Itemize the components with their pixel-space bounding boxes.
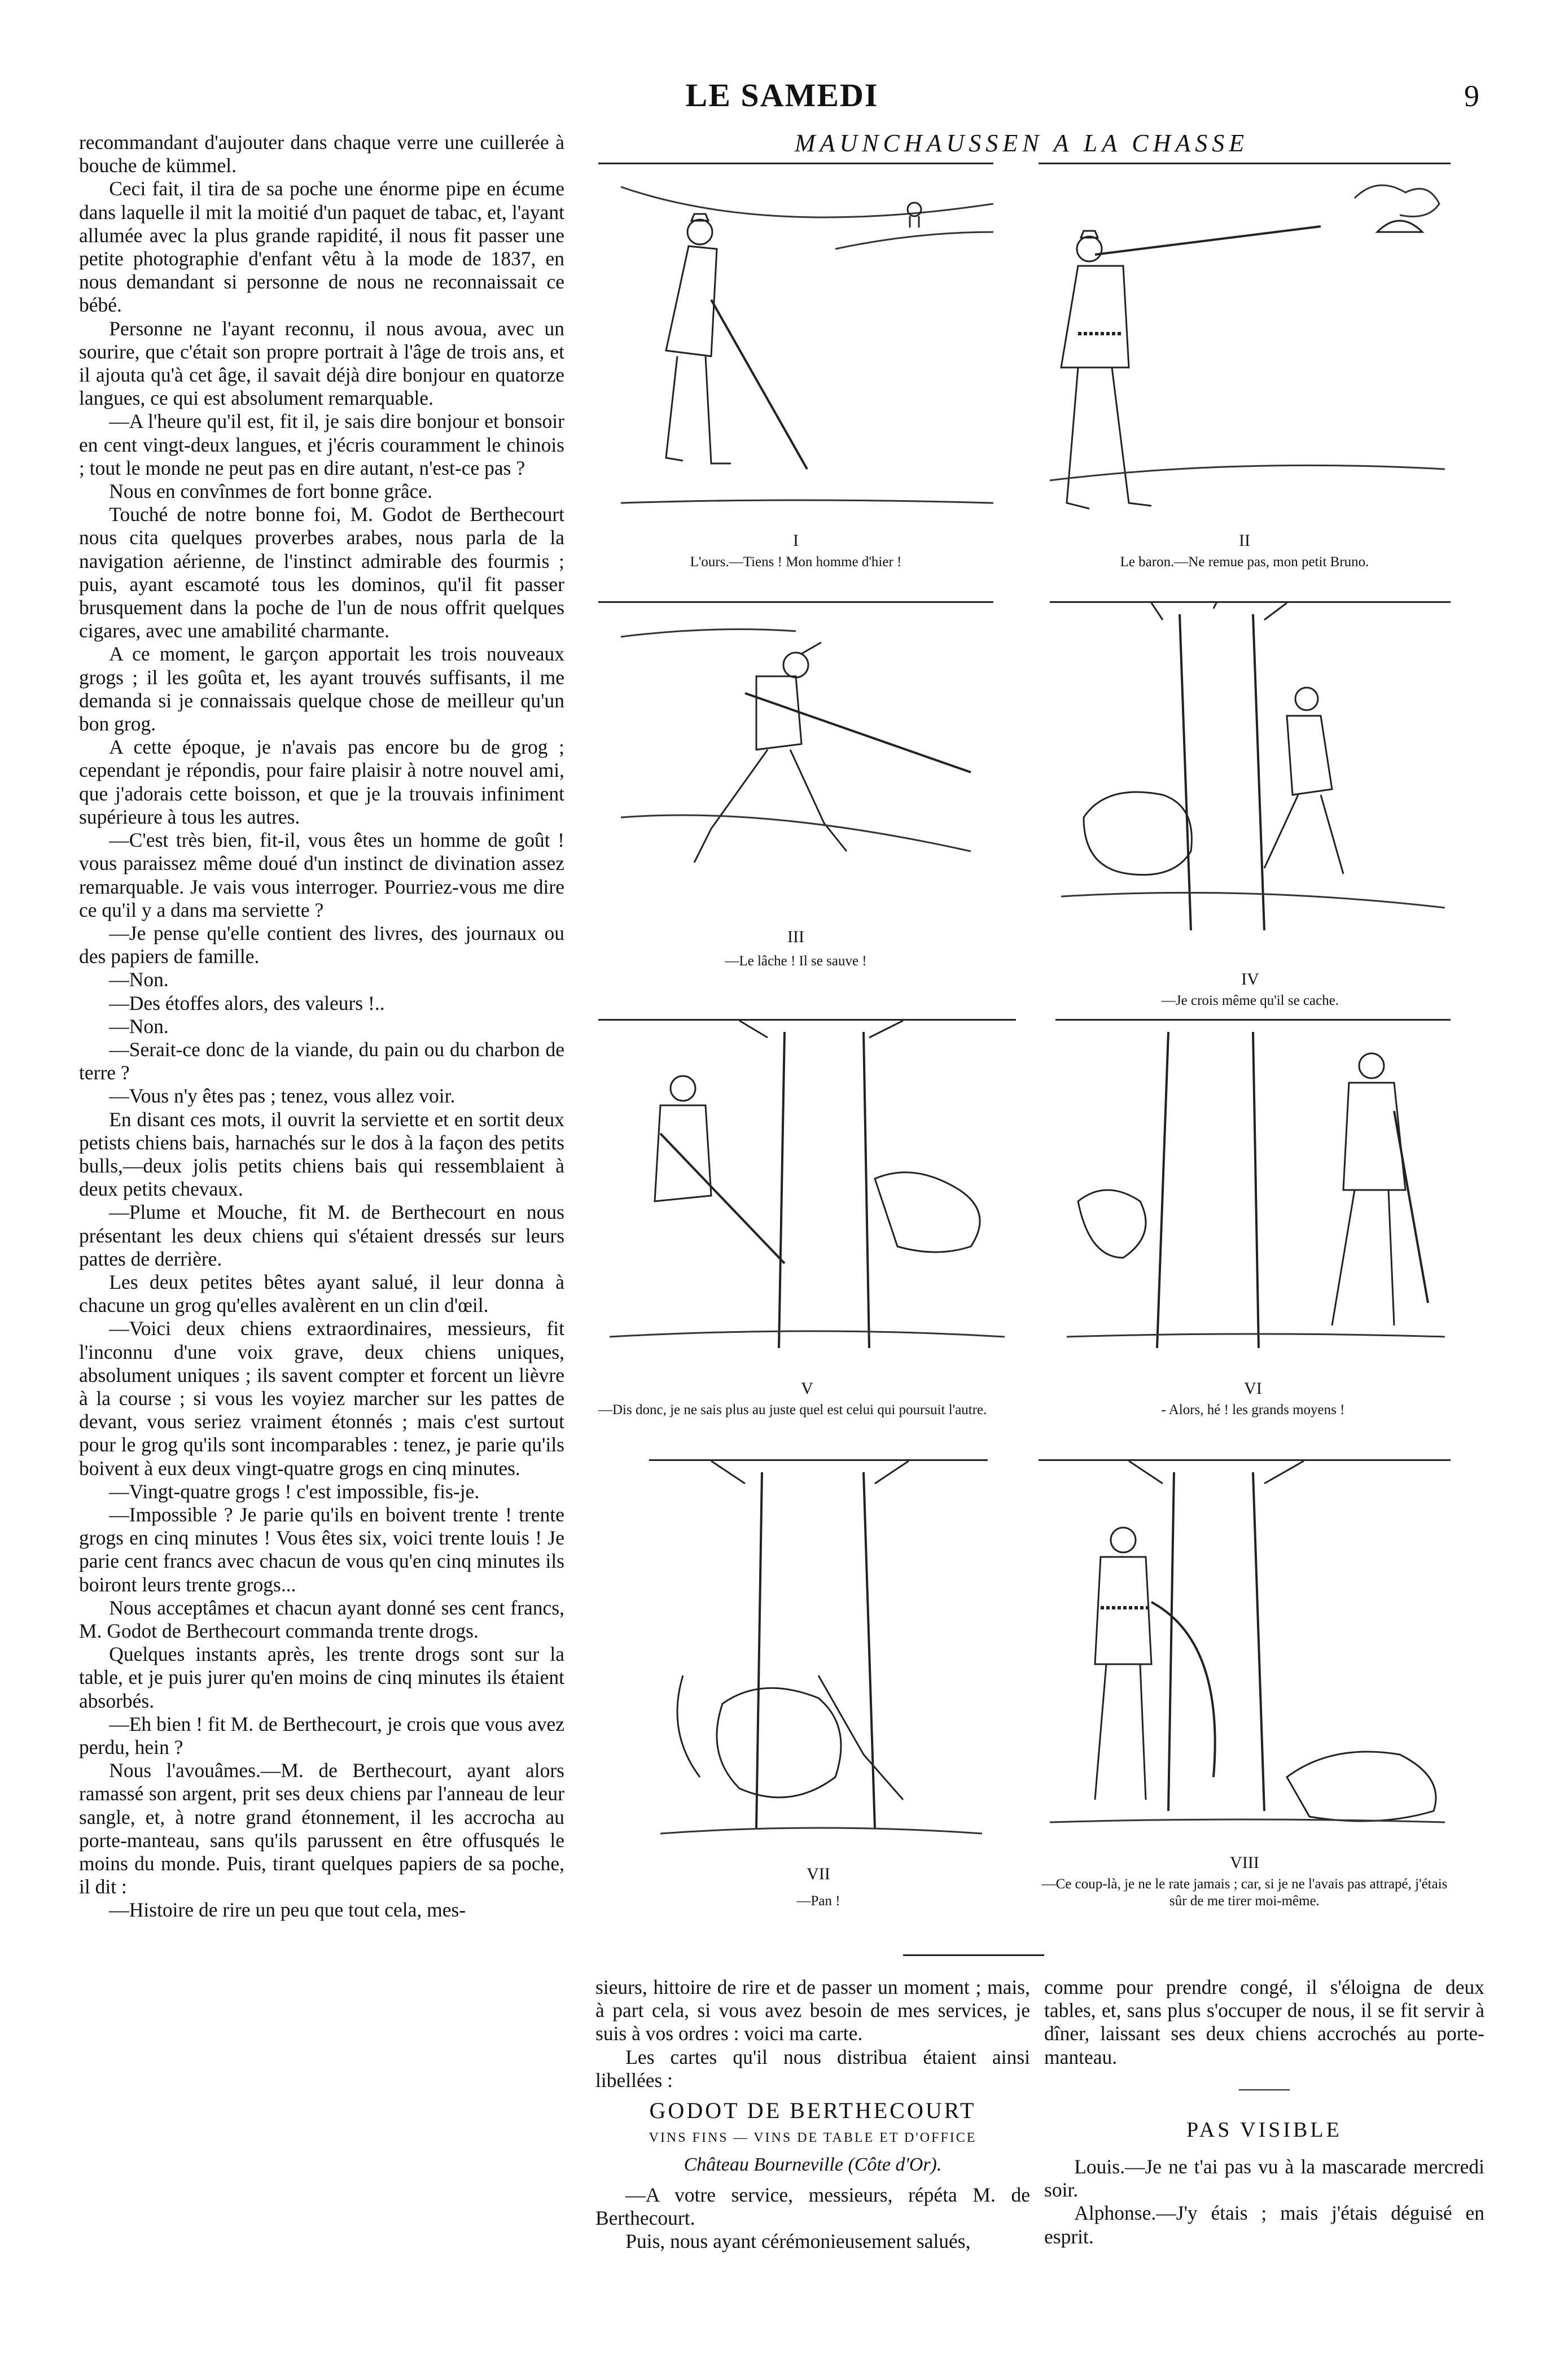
- hunter-and-bear-around-tree-drawing: [598, 1021, 1016, 1371]
- paragraph: —C'est très bien, fit-il, vous êtes un homme de goût ! vous paraissez même doué d'un instinct de divination assez remarquable. Je vais vous interroger. Pourriez-vous me dire ce qu'il y a dans ma serviette ?: [79, 829, 564, 921]
- comic-panel-4: [1050, 601, 1451, 1015]
- card-name: GODOT DE BERTHECOURT: [649, 2098, 976, 2124]
- panel-number: V: [801, 1379, 813, 1398]
- paragraph: Puis, nous ayant cérémonieusement salués,: [625, 2230, 971, 2253]
- panel-caption: Le baron.—Ne remue pas, mon petit Bruno.: [1120, 554, 1369, 570]
- panel-number: II: [1239, 531, 1250, 550]
- panel-number: VI: [1244, 1379, 1262, 1398]
- paragraph: Nous en convînmes de fort bonne grâce.: [109, 480, 432, 503]
- comic-panel-8: [1039, 1459, 1451, 1935]
- paragraph: —Je pense qu'elle contient des livres, des journaux ou des papiers de famille.: [79, 921, 564, 968]
- paragraph: sieurs, hittoire de rire et de passer un moment ; mais, à part cela, si vous avez besoin de mes services, je suis à vos ordres : voici ma carte.: [595, 1976, 1030, 2045]
- paragraph: —Impossible ? Je parie qu'ils en boivent trente ! trente grogs en cinq minutes ! Vous êtes six, voici trente louis ! Je parie cent francs avec chacun de vous qu'en cinq minutes ils boiront leurs trente grogs...: [79, 1503, 564, 1596]
- paragraph: —Vingt-quatre grogs ! c'est impossible, fis-je.: [109, 1480, 480, 1503]
- struggle-behind-tree-drawing: [649, 1461, 988, 1862]
- paragraph: —Des étoffes alors, des valeurs !..: [109, 991, 385, 1014]
- paragraph: Les cartes qu'il nous distribua étaient ainsi libellées :: [595, 2045, 1030, 2092]
- comic-panel-6: [1055, 1019, 1451, 1455]
- joke-line: Louis.—Je ne t'ai pas vu à la mascarade mercredi soir.: [1044, 2155, 1484, 2202]
- paragraph: Ceci fait, il tira de sa poche une énorme pipe en écume dans laquelle il mit la moitié d'un paquet de tabac, et, l'ayant allumée avec la plus grande rapidité, il nous fit passer une petite photographie d'enfant vêtu à la mode de 1837, en nous demandant si personne de nous ne reconnaissait ce bébé.: [79, 177, 564, 317]
- business-card: [595, 2099, 1030, 2177]
- paragraph: Nous l'avouâmes.—M. de Berthecourt, ayant alors ramassé son argent, prit ses deux chiens par l'anneau de leur sangle, et, à notre grand étonnement, il les accrocha au porte-manteau, sans qu'ils parussent en être offusqués le moins du monde. Puis, tirant quelques papiers de sa poche, il dit :: [79, 1759, 564, 1898]
- paragraph: comme pour prendre congé, il s'éloigna de deux tables, et, sans plus s'occuper de nous, il se fit servir à dîner, laissant ses deux chiens accrochés au porte-manteau.: [1044, 1976, 1484, 2068]
- paragraph: —A l'heure qu'il est, fit il, je sais dire bonjour et bonsoir en cent vingt-deux langues, et j'écris couramment le chinois ; tout le monde ne peut pas en dire autant, n'est-ce pas ?: [79, 410, 564, 479]
- paragraph: —Plume et Mouche, fit M. de Berthecourt en nous présentant les deux chiens qui s'étaient dressés sur leurs pattes de derrière.: [79, 1201, 564, 1270]
- short-divider: [1239, 2089, 1290, 2090]
- hunter-leaning-on-rifle-drawing: [1055, 1021, 1451, 1371]
- page-number: 9: [1464, 79, 1479, 113]
- paragraph: —Vous n'y êtes pas ; tenez, vous allez voir.: [109, 1084, 455, 1108]
- paragraph: A cette époque, je n'avais pas encore bu de grog ; cependant je répondis, pour faire plaisir à notre nouvel ami, que j'adorais cette boisson, et que je la trouvais infiniment supérieure à tous les autres.: [79, 736, 564, 828]
- hunter-with-dead-bear-drawing: [1039, 1461, 1451, 1850]
- comic-panel-5: [598, 1019, 1016, 1455]
- panel-number: VIII: [1230, 1853, 1259, 1872]
- panel-caption: —Dis donc, je ne sais plus au juste quel est celui qui poursuit l'autre.: [598, 1402, 987, 1418]
- card-address: Château Bourneville (Côte d'Or).: [684, 2154, 942, 2176]
- panel-number: I: [793, 531, 799, 550]
- panel-number: VII: [807, 1865, 830, 1883]
- panel-caption: —Le lâche ! Il se sauve !: [725, 953, 867, 969]
- paragraph: —Voici deux chiens extraordinaires, messieurs, fit l'inconnu d'une voix grave, deux chiens uniques, absolument uniques ; ils savent compter et forcent un lièvre à la course ; si vous les voyiez marcher sur les pattes de devant, vous seriez vraiment étonnés ; mais c'est surtout pour le grog qu'ils sont incomparables : tenez, je parie qu'ils boivent à eux deux vingt-quatre grogs en cinq minutes.: [79, 1317, 564, 1480]
- panel-caption: L'ours.—Tiens ! Mon homme d'hier !: [690, 554, 902, 570]
- paragraph: Touché de notre bonne foi, M. Godot de Berthecourt nous cita quelques proverbes arabes, nous parla de la navigation aérienne, de l'instinct admirable des fourmis ; puis, ayant escamoté tous les dominos, qu'il fit passer brusquement dans la poche de l'un de nous offrit quelques cigares, avec une amabilité charmante.: [79, 503, 564, 642]
- section-divider: [903, 1954, 1044, 1956]
- right-text-column: [1044, 1976, 1484, 2292]
- newspaper-title: LE SAMEDI: [685, 77, 879, 113]
- paragraph: Quelques instants après, les trente drogs sont sur la table, et je puis jurer qu'en moins de cinq minutes ils étaient absorbés.: [79, 1643, 564, 1712]
- section-title: PAS VISIBLE: [1186, 2118, 1342, 2142]
- paragraph: —Non.: [109, 968, 169, 991]
- paragraph: —Serait-ce donc de la viande, du pain ou du charbon de terre ?: [79, 1038, 564, 1084]
- paragraph: —Non.: [109, 1014, 169, 1038]
- paragraph: Personne ne l'ayant reconnu, il nous avoua, avec un sourire, que c'était son propre portrait à l'âge de trois ans, et il ajouta qu'à cet âge, il savait déjà dire bonjour en quatorze langues, ce qui est absolument remarquable.: [79, 317, 564, 410]
- comic-panel-1: [598, 163, 993, 582]
- paragraph: Les deux petites bêtes ayant salué, il leur donna à chacune un grog qu'elles avalèrent en un clin d'œil.: [79, 1270, 564, 1317]
- hunter-aiming-drawing: [1039, 164, 1451, 526]
- joke-line: Alphonse.—J'y étais ; mais j'étais déguisé en esprit.: [1044, 2202, 1484, 2248]
- paragraph: A ce moment, le garçon apportait les trois nouveaux grogs ; il les goûta et, les ayant trouvés suffisants, il me demanda si je connaissais quelque chose de meilleur qu'un bon grog.: [79, 642, 564, 736]
- panel-caption: —Pan !: [796, 1893, 840, 1909]
- panel-caption: —Ce coup-là, je ne le rate jamais ; car, si je ne l'avais pas attrapé, j'étais sûr de me tirer moi-même.: [1041, 1876, 1448, 1909]
- panel-number: IV: [1241, 970, 1259, 988]
- comic-panel-7: [649, 1459, 988, 1935]
- middle-text-column: [595, 1976, 1030, 2292]
- hunter-with-rifle-drawing: [598, 164, 993, 526]
- page-header: [0, 65, 1564, 127]
- hunter-running-drawing: [598, 603, 993, 919]
- panel-number: III: [787, 928, 804, 946]
- comic-panel-2: [1039, 163, 1451, 593]
- comic-panel-3: [598, 601, 993, 1015]
- paragraph: —A votre service, messieurs, répéta M. de Berthecourt.: [595, 2183, 1030, 2229]
- paragraph: Nous acceptâmes et chacun ayant donné ses cent francs, M. Godot de Berthecourt commanda trente drogs.: [79, 1596, 564, 1642]
- paragraph: recommandant d'aujouter dans chaque verre une cuillerée à bouche de kümmel.: [79, 131, 564, 177]
- panel-caption: - Alors, hé ! les grands moyens !: [1161, 1402, 1345, 1418]
- paragraph: —Histoire de rire un peu que tout cela, mes-: [109, 1898, 466, 1922]
- left-text-column: [79, 131, 564, 2254]
- bear-and-hunter-behind-tree-drawing: [1050, 603, 1451, 964]
- paragraph: En disant ces mots, il ouvrit la serviette et en sortit deux petists chiens bais, harnachés sur le dos à la façon des petits bulls,—deux jolis petits chiens bais qui ressemblaient à deux petits chevaux.: [79, 1108, 564, 1201]
- panel-caption: —Je crois même qu'il se cache.: [1161, 993, 1339, 1008]
- card-trade: VINS FINS — VINS DE TABLE ET D'OFFICE: [649, 2130, 977, 2146]
- comic-strip-title: MAUNCHAUSSEN A LA CHASSE: [794, 129, 1249, 157]
- paragraph: —Eh bien ! fit M. de Berthecourt, je crois que vous avez perdu, hein ?: [79, 1712, 564, 1759]
